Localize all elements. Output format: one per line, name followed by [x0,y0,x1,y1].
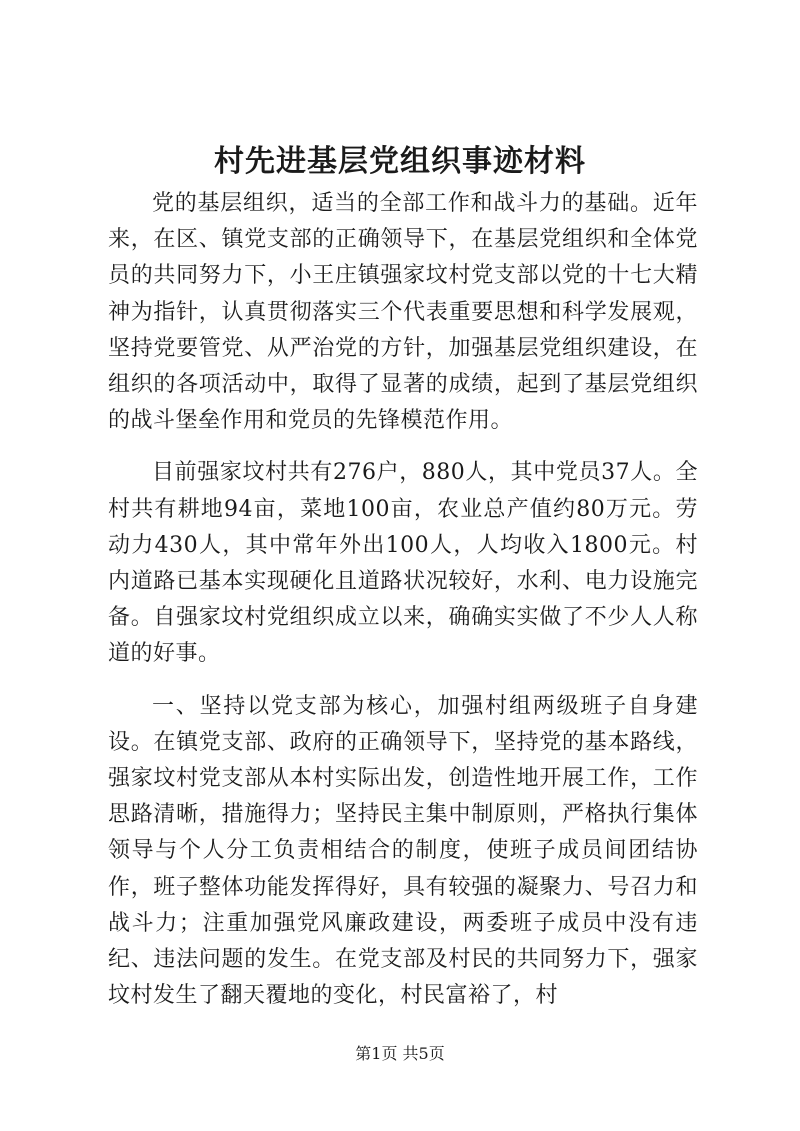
paragraph-3: 一、坚持以党支部为核心，加强村组两级班子自身建设。在镇党支部、政府的正确领导下，坚持党的基本路线，强家坟村党支部从本村实际出发，创造性地开展工作，工作思路清晰，措施得力；坚持民主集中制原则，严格执行集体领导与个人分工负责相结合的制度，使班子成员间团结协作，班子整体功能发挥得好，具有较强的凝聚力、号召力和战斗力；注重加强党风廉政建设，两委班子成员中没有违纪、违法问题的发生。在党支部及村民的共同努力下，强家坟村发生了翻天覆地的变化，村民富裕了，村 [108,693,698,1009]
paragraph-2: 目前强家坟村共有276户，880人，其中党员37人。全村共有耕地94亩，菜地100亩，农业总产值约80万元。劳动力430人，其中常年外出100人，人均收入1800元。村内道路已基本实现硬化且道路状况较好，水利、电力设施完备。自强家坟村党组织成立以来，确确实实做了不少人人称道的好事。 [108,460,698,667]
page-number-footer: 第1页 共5页 [355,1044,445,1063]
document-body [108,186,698,1030]
document-title: 村先进基层党组织事迹材料 [214,144,586,179]
paragraph-1: 党的基层组织，适当的全部工作和战斗力的基础。近年来，在区、镇党支部的正确领导下，在基层党组织和全体党员的共同努力下，小王庄镇强家坟村党支部以党的十七大精神为指针，认真贯彻落实三个代表重要思想和科学发展观，坚持党要管党、从严治党的方针，加强基层党组织建设，在组织的各项活动中，取得了显著的成绩，起到了基层党组织的战斗堡垒作用和党员的先锋模范作用。 [108,191,698,434]
